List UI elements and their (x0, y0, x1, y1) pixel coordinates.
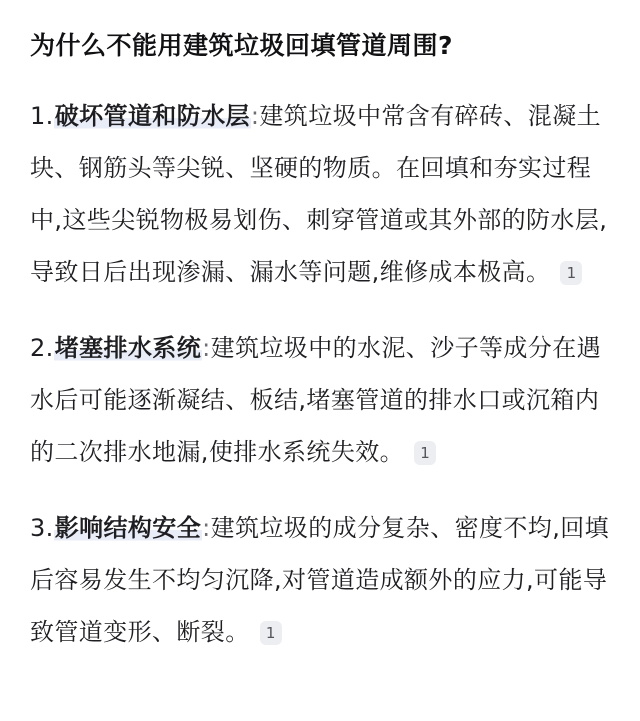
list-item-text: 建筑垃圾中的水泥、沙子等成分在遇水后可能逐渐凝结、板结,堵塞管道的排水口或沉箱内的二次排水地漏,使排水系统失效。 (30, 334, 602, 466)
list-item-text: 建筑垃圾的成分复杂、密度不均,回填后容易发生不均匀沉降,对管道造成额外的应力,可能导致管道变形、断裂。 (30, 514, 610, 646)
list-item (30, 322, 610, 478)
list-item-term: 影响结构安全 (54, 514, 202, 542)
list-number: 2. (30, 334, 54, 362)
list-item-colon: : (202, 334, 211, 362)
question-title: 为什么不能用建筑垃圾回填管道周围? (30, 31, 454, 60)
list-item (30, 90, 610, 298)
list-item (30, 502, 610, 658)
list-item-colon: : (202, 514, 211, 542)
citation-badge[interactable]: 1 (260, 621, 282, 645)
citation-badge[interactable]: 1 (414, 441, 436, 465)
citation-badge[interactable]: 1 (560, 261, 582, 285)
list-number: 1. (30, 102, 54, 130)
list-item-text: 建筑垃圾中常含有碎砖、混凝土块、钢筋头等尖锐、坚硬的物质。在回填和夯实过程中,这些尖锐物极易划伤、刺穿管道或其外部的防水层,导致日后出现渗漏、漏水等问题,维修成本极高。 (30, 102, 608, 286)
list-number: 3. (30, 514, 54, 542)
list-item-term: 破坏管道和防水层 (54, 102, 250, 130)
list-item-term: 堵塞排水系统 (54, 334, 202, 362)
list-item-colon: : (250, 102, 260, 130)
